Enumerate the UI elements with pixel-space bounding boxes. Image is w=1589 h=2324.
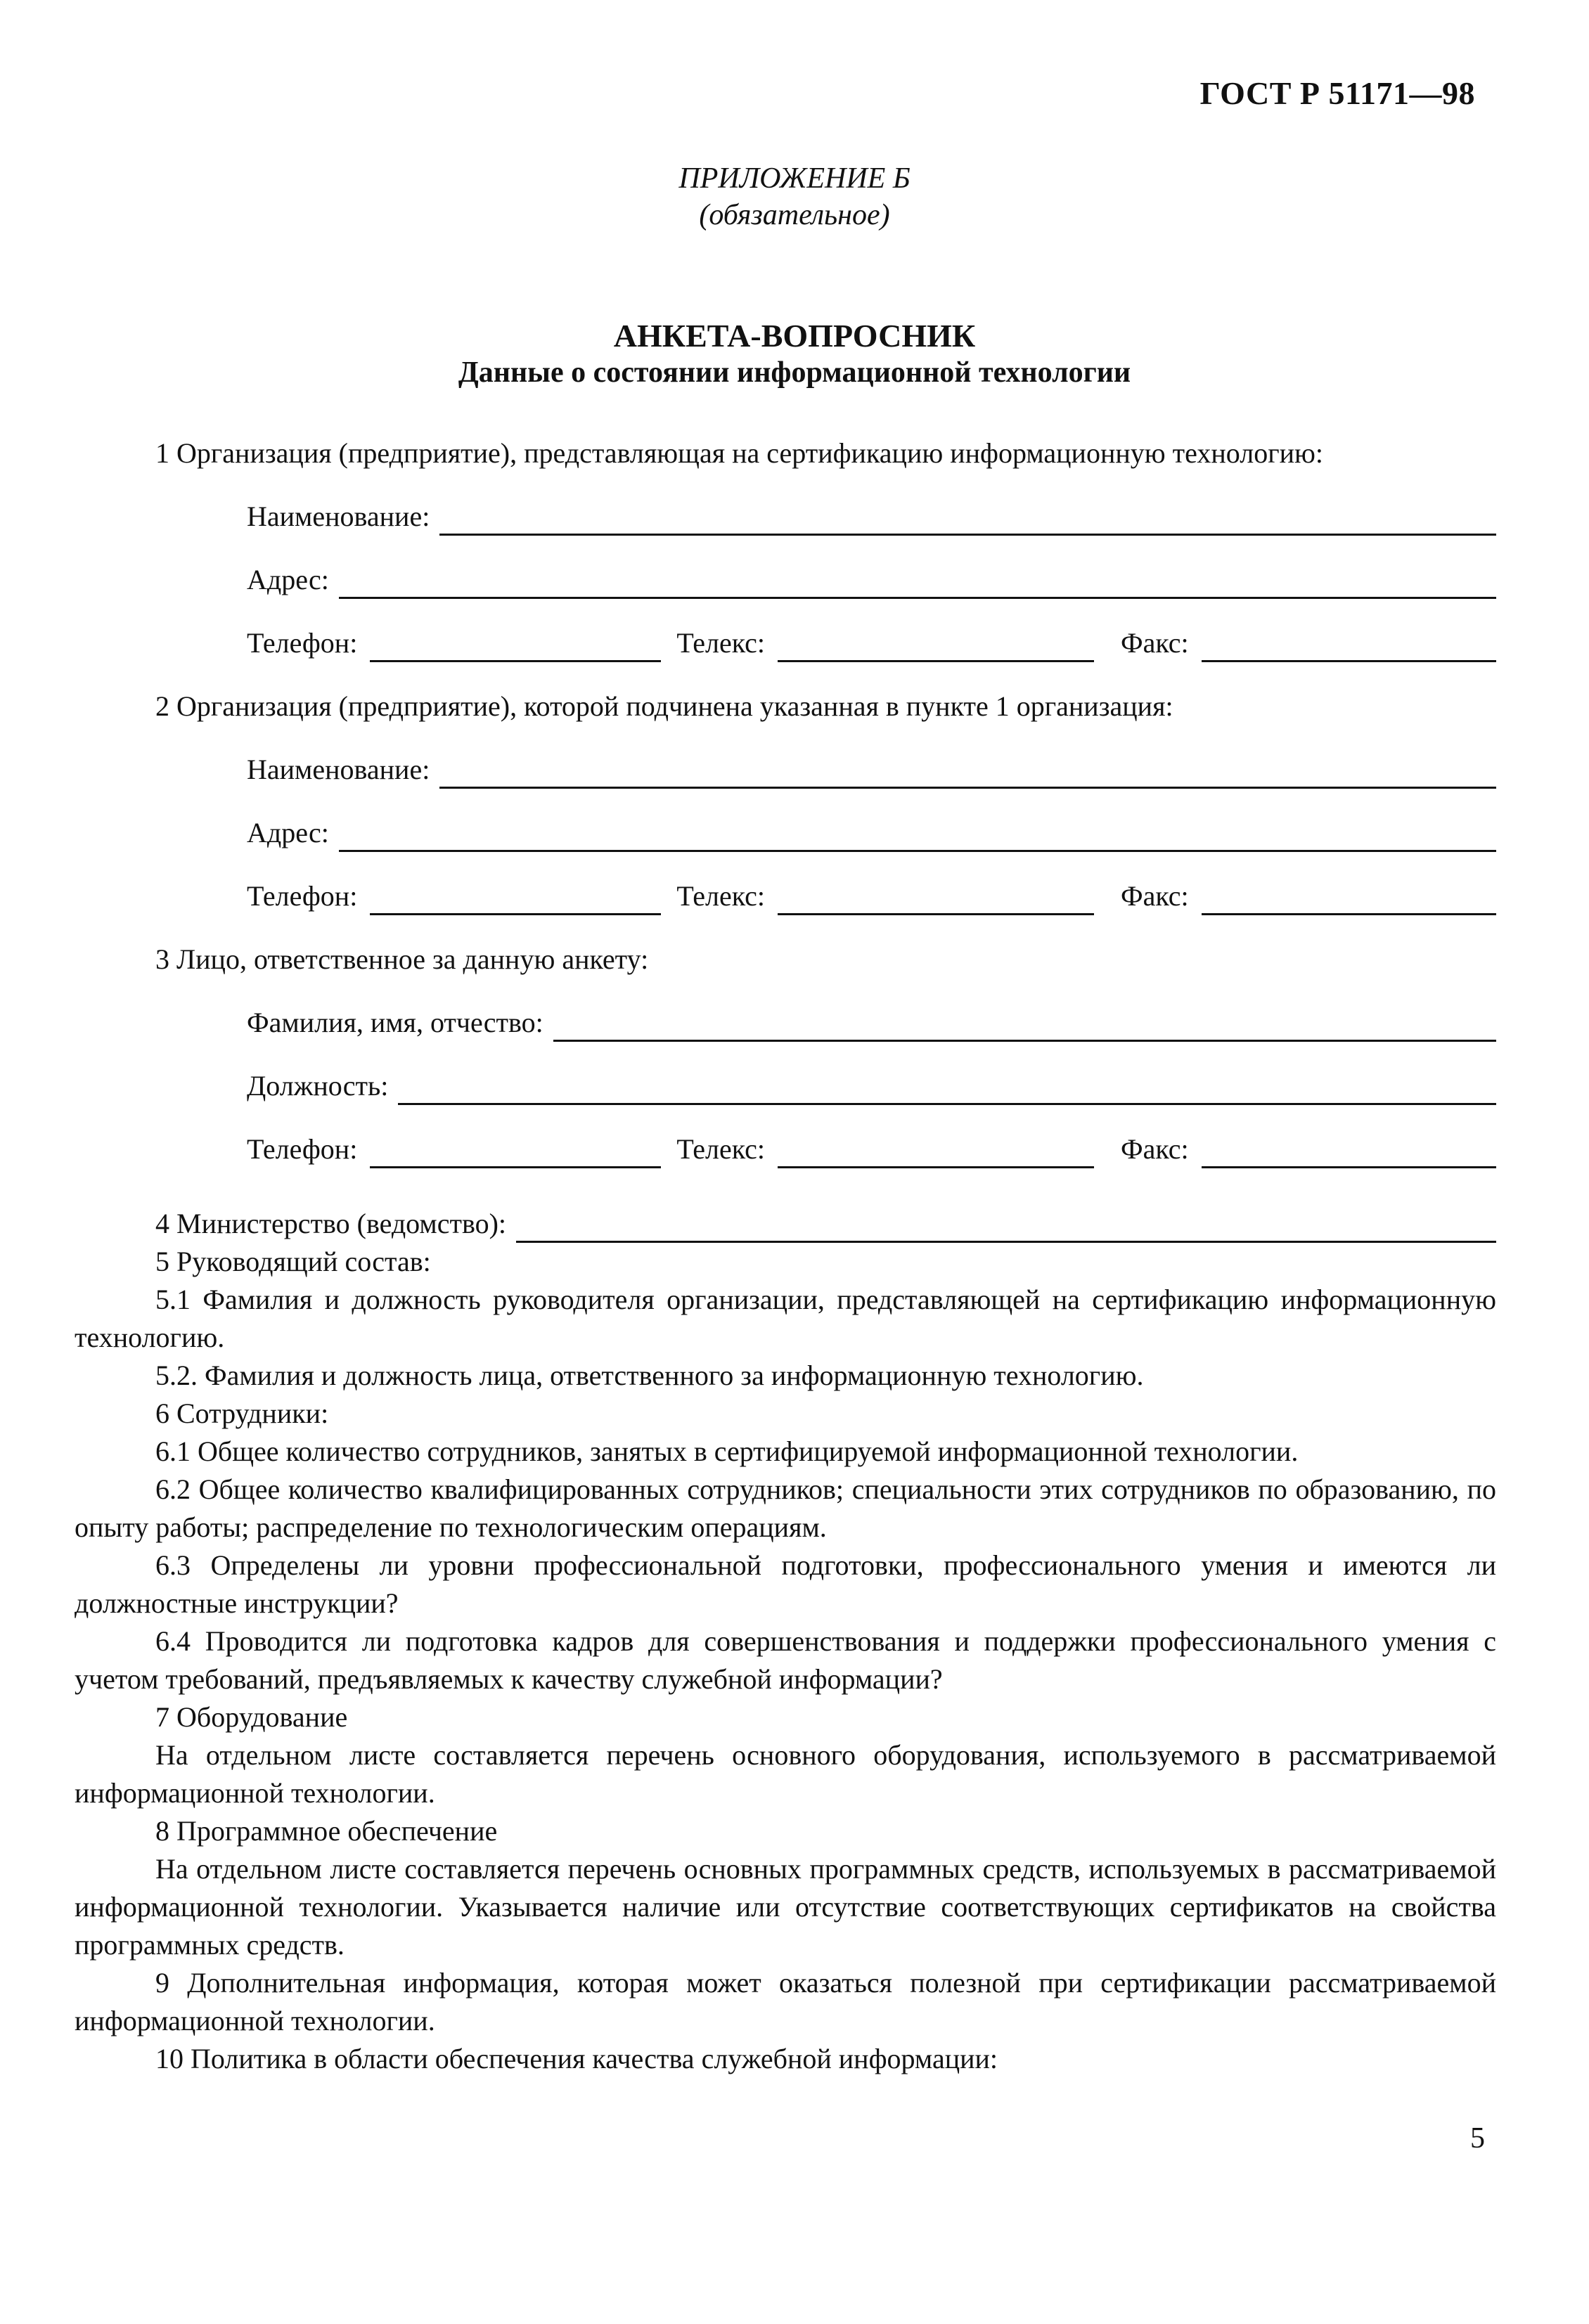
- section-2-phone-label: Телефон:: [247, 880, 358, 912]
- section-1-phone-input[interactable]: [370, 629, 661, 662]
- section-3-fullname-input[interactable]: [553, 1009, 1496, 1042]
- section-2-contact-row: [75, 874, 1496, 915]
- section-2-heading: 2 Организация (предприятие), которой подчинена указанная в пункте 1 организация:: [155, 690, 1173, 722]
- section-1-fax-label: Факс:: [1121, 627, 1189, 659]
- page-number: 5: [1470, 2122, 1485, 2155]
- section-1-name-input[interactable]: [439, 503, 1496, 536]
- item-6-3: 6.3 Определены ли уровни профессиональной подготовки, профессионального умения и имеются ли должностные инструкции?: [75, 1549, 1496, 1619]
- item-8-text: На отдельном листе составляется перечень основных программных средств, используемых в рассматриваемой информационной технологии. Указывается наличие или отсутствие соответствующих сертификатов на свойства программных средств.: [75, 1853, 1496, 1961]
- section-1-address-label: Адрес:: [247, 564, 329, 595]
- questionnaire-title: АНКЕТА-ВОПРОСНИК: [613, 318, 976, 354]
- item-6: 6 Сотрудники:: [155, 1397, 329, 1429]
- section-3-contact-row: [75, 1128, 1496, 1168]
- section-2-telex-label: Телекс:: [676, 880, 765, 912]
- section-3-telex-input[interactable]: [778, 1135, 1094, 1168]
- questionnaire-heading: [0, 318, 1589, 391]
- section-2-telex-input[interactable]: [778, 882, 1094, 915]
- section-3-fullname-label: Фамилия, имя, отчество:: [247, 1007, 543, 1038]
- section-1-contact-row: [75, 621, 1496, 662]
- item-6-2: 6.2 Общее количество квалифицированных сотрудников; специальности этих сотрудников по образованию, по опыту работы; распределение по технологическим операциям.: [75, 1473, 1496, 1543]
- document-code: ГОСТ Р 51171—98: [1199, 75, 1475, 111]
- section-3-position-label: Должность:: [247, 1070, 389, 1102]
- section-2-name-input[interactable]: [439, 756, 1496, 789]
- section-3-phone-label: Телефон:: [247, 1133, 358, 1165]
- section-2-address-input[interactable]: [339, 819, 1496, 852]
- section-1-name-row: [75, 495, 1496, 536]
- section-2-fax-label: Факс:: [1121, 880, 1189, 912]
- appendix-heading: [0, 160, 1589, 233]
- section-1-address-input[interactable]: [339, 566, 1496, 599]
- appendix-subtitle: (обязательное): [699, 199, 890, 231]
- questionnaire-body: [75, 434, 1496, 2078]
- item-10: 10 Политика в области обеспечения качества служебной информации:: [155, 2043, 998, 2074]
- section-3-fax-label: Факс:: [1121, 1133, 1189, 1165]
- section-2-name-label: Наименование:: [247, 754, 430, 785]
- item-7-text: На отдельном листе составляется перечень основного оборудования, используемого в рассматриваемой информационной технологии.: [75, 1739, 1496, 1809]
- section-3-heading: 3 Лицо, ответственное за данную анкету:: [155, 943, 649, 975]
- section-4-row: [75, 1205, 1496, 1243]
- item-5: 5 Руководящий состав:: [155, 1246, 431, 1277]
- section-1-phone-label: Телефон:: [247, 627, 358, 659]
- item-7: 7 Оборудование: [155, 1701, 348, 1733]
- item-8: 8 Программное обеспечение: [155, 1815, 498, 1847]
- section-3-fax-input[interactable]: [1202, 1135, 1496, 1168]
- section-3-telex-label: Телекс:: [676, 1133, 765, 1165]
- appendix-title: ПРИЛОЖЕНИЕ Б: [678, 162, 911, 195]
- item-5-2: 5.2. Фамилия и должность лица, ответственного за информационную технологию.: [155, 1360, 1144, 1391]
- section-1-heading: 1 Организация (предприятие), представляющая на сертификацию информационную технологию:: [155, 437, 1324, 469]
- section-1-telex-label: Телекс:: [676, 627, 765, 659]
- section-3-fullname-row: [75, 1001, 1496, 1042]
- section-1-fax-input[interactable]: [1202, 629, 1496, 662]
- section-1-telex-input[interactable]: [778, 629, 1094, 662]
- item-9: 9 Дополнительная информация, которая может оказаться полезной при сертификации рассматриваемой информационной технологии.: [75, 1967, 1496, 2036]
- section-2-phone-input[interactable]: [370, 882, 661, 915]
- section-2-fax-input[interactable]: [1202, 882, 1496, 915]
- section-4-label: 4 Министерство (ведомство):: [155, 1208, 507, 1239]
- section-4-input[interactable]: [516, 1213, 1496, 1243]
- section-3-position-row: [75, 1064, 1496, 1105]
- section-2-name-row: [75, 748, 1496, 789]
- item-5-1: 5.1 Фамилия и должность руководителя организации, представляющей на сертификацию информационную технологию.: [75, 1284, 1496, 1353]
- section-3-position-input[interactable]: [398, 1072, 1496, 1105]
- section-1-address-row: [75, 558, 1496, 599]
- item-6-4: 6.4 Проводится ли подготовка кадров для совершенствования и поддержки профессионального умения с учетом требований, предъявляемых к качеству служебной информации?: [75, 1625, 1496, 1695]
- questionnaire-subtitle: Данные о состоянии информационной технологии: [458, 356, 1131, 389]
- section-1-name-label: Наименование:: [247, 501, 430, 532]
- section-3-phone-input[interactable]: [370, 1135, 661, 1168]
- item-6-1: 6.1 Общее количество сотрудников, занятых в сертифицируемой информационной технологии.: [155, 1435, 1299, 1467]
- section-2-address-row: [75, 811, 1496, 852]
- section-2-address-label: Адрес:: [247, 817, 329, 848]
